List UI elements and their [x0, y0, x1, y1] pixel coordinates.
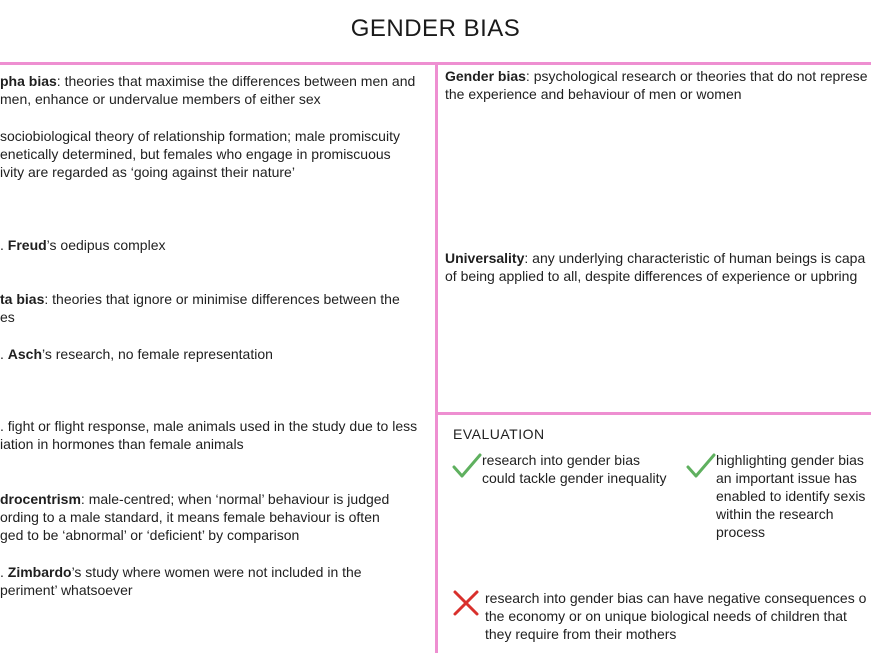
evaluation-heading: EVALUATION [453, 426, 545, 442]
check-icon [452, 452, 482, 480]
gender-bias-term: Gender bias [445, 68, 526, 84]
beta-bias-example-fight-flight: . fight or flight response, male animals used in the study due to less iation in hormones than female animals [0, 418, 418, 452]
gender-bias-definition: Gender bias: psychological research or theories that do not represe the experience and behaviour of men or women [445, 68, 868, 102]
universality-term: Universality [445, 250, 525, 266]
vertical-divider [435, 62, 438, 653]
universality-definition: Universality: any underlying characteristic of human beings is capa of being applied to all, despite differences of experience or upbring [445, 250, 866, 284]
horizontal-divider-right [435, 412, 871, 415]
alpha-bias-example-freud: . Freud’s oedipus complex [0, 237, 166, 253]
evaluation-point-inequality: research into gender bias could tackle gender inequality [482, 452, 667, 486]
beta-bias-definition: ta bias: theories that ignore or minimise differences between the es [0, 291, 400, 325]
page-title: GENDER BIAS [350, 15, 521, 42]
alpha-bias-term: pha bias [0, 73, 57, 89]
androcentrism-example-zimbardo: . Zimbardo’s study where women were not included in the periment’ whatsoever [0, 564, 362, 598]
evaluation-point-negative-consequences: research into gender bias can have negative consequences o the economy or on unique biological needs of children that they require from their mothers [485, 590, 867, 642]
androcentrism-term: drocentrism [0, 491, 81, 507]
alpha-bias-example-sociobiology: sociobiological theory of relationship formation; male promiscuity enetically determined, but females who engage in promiscuous ivity are regarded as ‘going against their nature’ [0, 128, 400, 180]
evaluation-point-highlighting: highlighting gender bias an important issue has enabled to identify sexis within the research process [716, 452, 866, 540]
alpha-bias-definition: pha bias: theories that maximise the differences between men and men, enhance or undervalue members of either sex [0, 73, 416, 107]
check-icon [686, 452, 716, 480]
beta-bias-term: ta bias [0, 291, 45, 307]
cross-icon [452, 589, 480, 617]
androcentrism-definition: drocentrism: male-centred; when ‘normal’ behaviour is judged ording to a male standard, it means female behaviour is often ged to be ‘abnormal’ or ‘deficient’ by comparison [0, 491, 390, 543]
beta-bias-example-asch: . Asch’s research, no female representation [0, 346, 273, 362]
